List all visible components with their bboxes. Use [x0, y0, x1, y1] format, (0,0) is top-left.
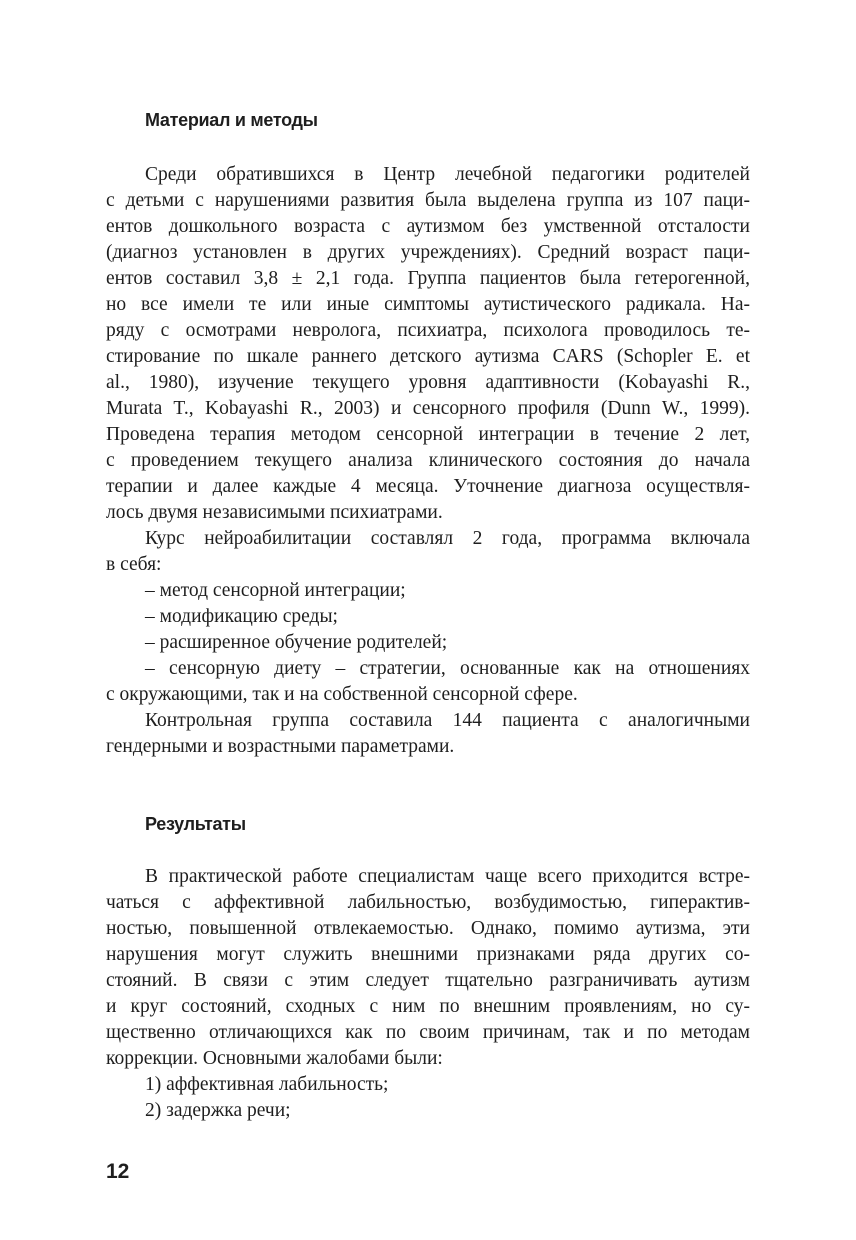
text-line: гендерными и возрастными параметрами. — [106, 736, 455, 757]
text-line: Контрольная группа составила 144 пациента с аналогичными — [145, 710, 750, 731]
text-line: лось двумя независимыми психиатрами. — [106, 502, 443, 523]
text-line: – расширенное обучение родителей; — [145, 632, 448, 653]
methods-body — [106, 162, 750, 760]
text-line: щественно отличающихся как по своим причинам, так и по методам — [106, 1022, 750, 1043]
page-number: 12 — [106, 1160, 130, 1183]
text-line: Курс нейроабилитации составлял 2 года, программа включала — [145, 528, 750, 549]
text-line: но все имели те или иные симптомы аутистического радикала. На- — [106, 294, 750, 315]
text-line: – модификацию среды; — [145, 606, 338, 627]
text-line: Проведена терапия методом сенсорной интеграции в течение 2 лет, — [106, 424, 750, 445]
text-line: терапии и далее каждые 4 месяца. Уточнение диагноза осуществля- — [106, 476, 750, 497]
text-line: Murata T., Kobayashi R., 2003) и сенсорного профиля (Dunn W., 1999). — [106, 398, 750, 419]
text-line: коррекции. Основными жалобами были: — [106, 1048, 443, 1069]
text-line: в себя: — [106, 554, 162, 575]
text-line: Среди обратившихся в Центр лечебной педагогики родителей — [145, 164, 750, 185]
text-line: – сенсорную диету – стратегии, основанные как на отношениях — [145, 658, 750, 679]
text-line: В практической работе специалистам чаще всего приходится встре- — [145, 866, 750, 887]
text-line: стояний. В связи с этим следует тщательно разграничивать аутизм — [106, 970, 750, 991]
text-line: – метод сенсорной интеграции; — [145, 580, 406, 601]
text-line: стирование по шкале раннего детского аутизма CARS (Schopler E. et — [106, 346, 750, 367]
text-line: с проведением текущего анализа клинического состояния до начала — [106, 450, 750, 471]
text-line: и круг состояний, сходных с ним по внешним проявлениям, но су- — [106, 996, 750, 1017]
section-heading-results: Результаты — [145, 814, 246, 834]
text-line: 1) аффективная лабильность; — [145, 1074, 389, 1095]
text-line: с детьми с нарушениями развития была выделена группа из 107 паци- — [106, 190, 750, 211]
text-line: ентов дошкольного возраста с аутизмом без умственной отсталости — [106, 216, 750, 237]
text-line: нарушения могут служить внешними признаками ряда других со- — [106, 944, 750, 965]
text-line: чаться с аффективной лабильностью, возбудимостью, гиперактив- — [106, 892, 750, 913]
results-body — [106, 864, 750, 1124]
text-line: al., 1980), изучение текущего уровня адаптивности (Kobayashi R., — [106, 372, 750, 393]
text-line: (диагноз установлен в других учреждениях). Средний возраст паци- — [106, 242, 750, 263]
text-line: 2) задержка речи; — [145, 1100, 291, 1121]
text-line: с окружающими, так и на собственной сенсорной сфере. — [106, 684, 578, 705]
text-line: ряду с осмотрами невролога, психиатра, психолога проводилось те- — [106, 320, 750, 341]
text-line: ностью, повышенной отвлекаемостью. Однако, помимо аутизма, эти — [106, 918, 750, 939]
text-line: ентов составил 3,8 ± 2,1 года. Группа пациентов была гетерогенной, — [106, 268, 750, 289]
section-heading-methods: Материал и методы — [145, 110, 318, 130]
